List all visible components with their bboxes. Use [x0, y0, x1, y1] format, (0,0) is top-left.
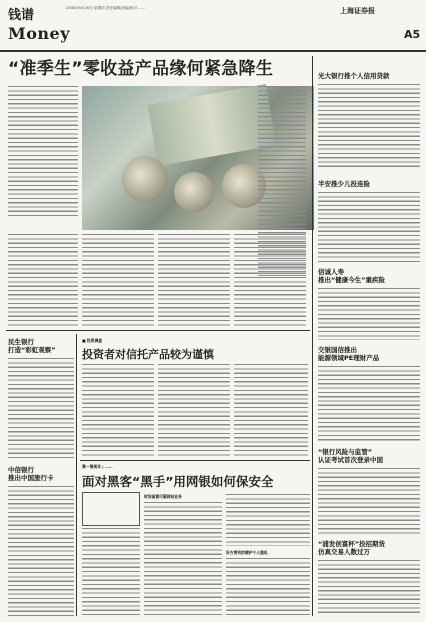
page-number: A5 — [404, 28, 421, 41]
sidebar-divider — [312, 56, 313, 616]
sidebar-story-body — [318, 560, 420, 616]
column-divider — [76, 334, 77, 616]
bottom-headline: 面对黑客“黑手”用网银如何保安全 — [82, 474, 274, 489]
sidebar-story-title: 光大银行推个人信用贷款 — [318, 72, 390, 80]
summary-box — [82, 492, 140, 526]
left-story-title: 民生银行 打造“彩虹观察” — [8, 338, 56, 354]
section-kicker: 第一第周年 | …… — [82, 464, 113, 469]
article-column — [226, 558, 310, 616]
main-headline: “准季生”零收益产品缘何紧急降生 — [8, 59, 274, 79]
sidebar-story-title: 信诚人寿 推出“健康今生”重疾险 — [318, 268, 386, 284]
article-column — [158, 364, 230, 456]
masthead-meta: 2008年6月26日 星期四 责任编辑|美编|校对 …… — [66, 6, 146, 10]
sidebar-story-title: “浦发创富杯”投招期货 仿真交易人数过万 — [318, 540, 386, 556]
left-story-body — [8, 358, 74, 458]
sidebar-box-title: 时刻留意可疑网站业务 — [144, 494, 182, 499]
survey-headline: 投资者对信托产品较为谨慎 — [82, 348, 214, 361]
masthead-rule — [0, 50, 426, 52]
article-column — [8, 234, 78, 326]
section-title-cn: 钱谱 — [8, 8, 35, 23]
subheading: 好方要有防御护个人隐私 — [226, 550, 268, 555]
sidebar-story-body — [318, 192, 420, 262]
newspaper-name: 上海证券报 — [340, 6, 375, 15]
coin-graphic — [174, 172, 214, 212]
article-column — [82, 364, 154, 456]
article-column — [226, 494, 310, 546]
sidebar-story-title: “银行风险与监管” 认证考试首次登录中国 — [318, 448, 383, 464]
coin-graphic — [122, 156, 168, 202]
section-divider — [80, 460, 310, 461]
sidebar-story-body — [318, 84, 420, 168]
lead-column — [8, 86, 78, 218]
sidebar-story-body — [318, 288, 420, 340]
sidebar-story-body — [318, 468, 420, 534]
section-title-en: Money — [8, 24, 70, 43]
left-story-title: 中信银行 推出中国旅行卡 — [8, 466, 54, 482]
article-column — [82, 528, 140, 616]
article-column — [82, 234, 154, 326]
article-column — [144, 502, 222, 616]
section-kicker: ■ 投资调查 — [82, 338, 103, 343]
section-divider — [6, 330, 310, 331]
left-story-body — [8, 486, 74, 616]
sidebar-story-title: 交银国信推出 能源领域PE理财产品 — [318, 346, 380, 362]
article-column — [158, 234, 230, 326]
sidebar-story-body — [318, 366, 420, 442]
article-column — [234, 234, 306, 326]
article-column — [234, 364, 308, 456]
sidebar-story-title: 半安推少儿投连险 — [318, 180, 370, 188]
